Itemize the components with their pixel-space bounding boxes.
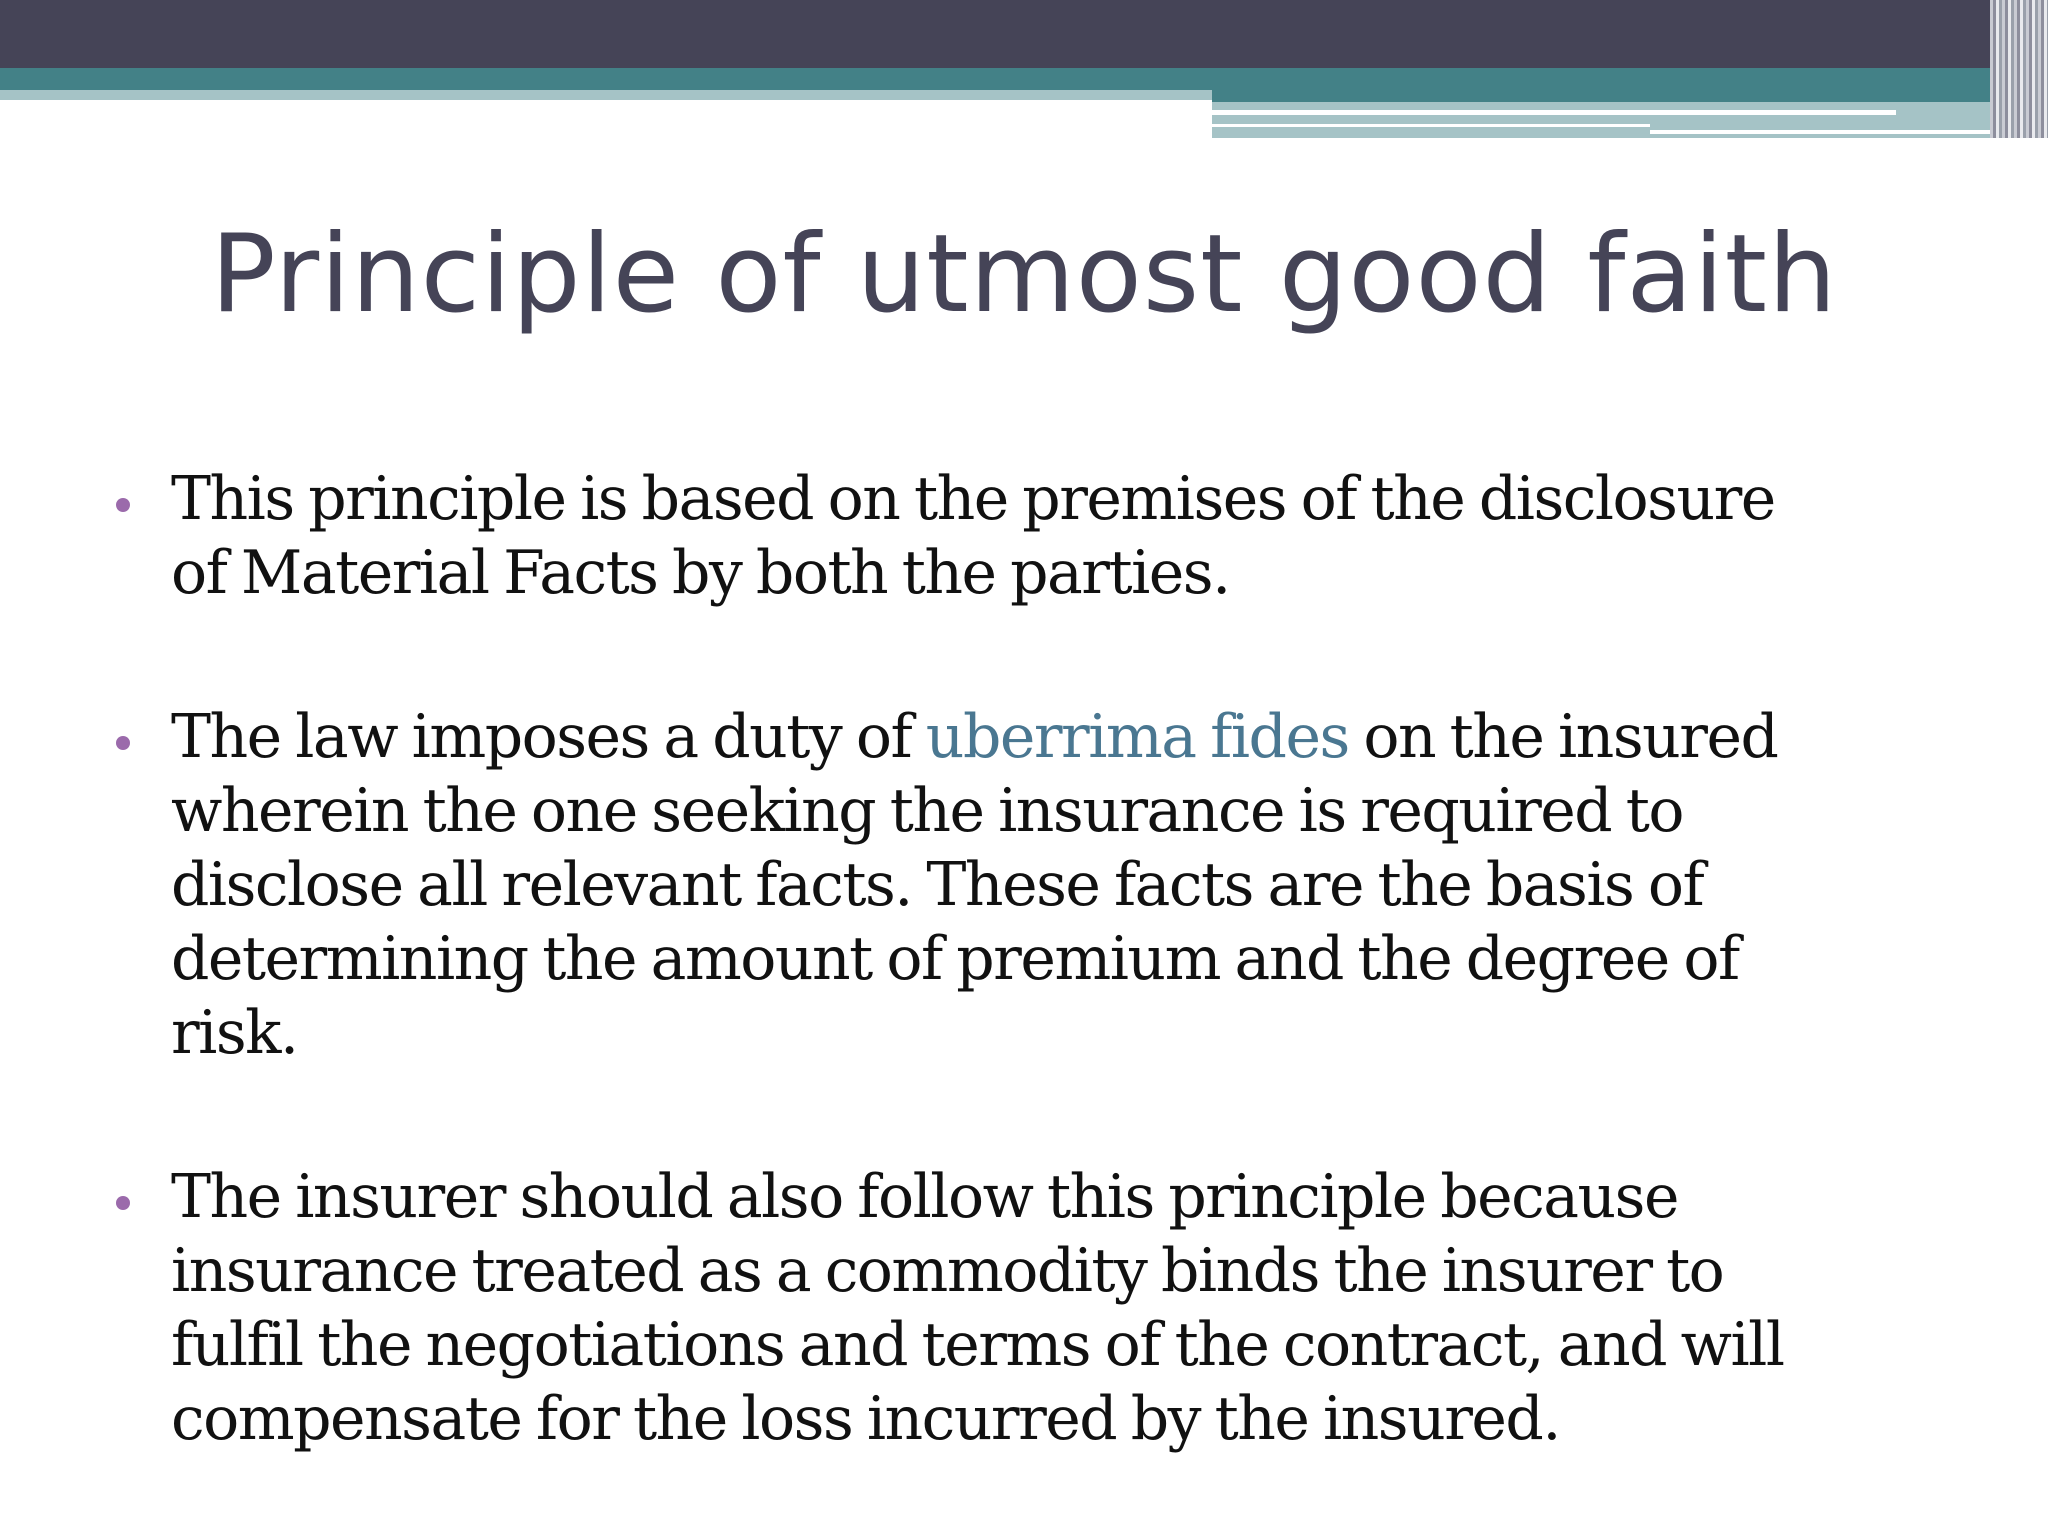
bullet-line: compensate for the loss incurred by the insured. [171,1384,1560,1454]
bullet-line: insurance treated as a commodity binds the insurer to [171,1236,1724,1306]
bullet-line: wherein the one seeking the insurance is required to [171,776,1684,846]
bullet-dot-icon [116,736,130,750]
header-accent-line [1212,124,1650,127]
header-bar-teal [0,68,1990,90]
bullet-text: The law imposes a duty of [171,702,926,772]
slide-title: Principle of utmost good faith [210,212,1838,337]
header-accent-line [1212,110,1896,115]
bullet-dot-icon [116,1196,130,1210]
bullet-line: risk. [171,998,298,1068]
header-accent-line [1650,130,1990,134]
header-bar-dark [0,0,2048,68]
bullet-item [110,1160,2010,1456]
bullet-dot-icon [116,498,130,512]
bullet-text: on the insured [1348,702,1778,772]
bullet-line: disclose all relevant facts. These facts are the basis of [171,850,1704,920]
bullet-line: This principle is based on the premises of the disclosure [171,464,1775,534]
bullet-line: determining the amount of premium and the degree of [171,924,1739,994]
header-stripes [1990,0,2048,138]
bullet-list [110,462,2010,1536]
bullet-line: fulfil the negotiations and terms of the contract, and will [171,1310,1784,1380]
bullet-item [110,462,2010,610]
header-bar-light [0,90,1212,100]
header-bar-teal-lower [1212,90,1990,102]
bullet-line: of Material Facts by both the parties. [171,538,1230,608]
highlighted-term: uberrima fides [925,702,1349,772]
bullet-line: The insurer should also follow this principle because [171,1162,1678,1232]
bullet-item [110,700,2010,1070]
bullet-line [171,700,2010,774]
